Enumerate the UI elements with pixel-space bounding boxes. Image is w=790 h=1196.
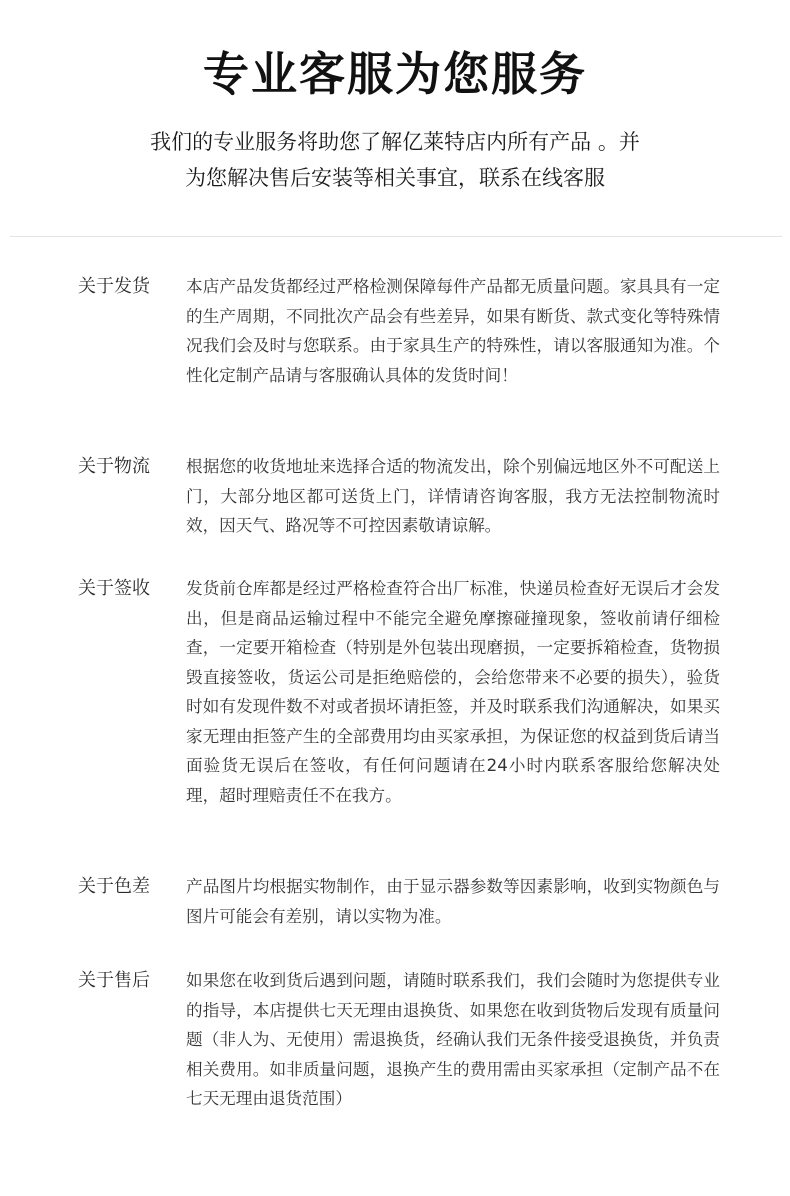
section-body: 本店产品发货都经过严格检测保障每件产品都无质量问题。家具具有一定的生产周期，不同批次产品会有些差异，如果有断货、款式变化等特殊情况我们会及时与您联系。由于家具生产的特殊性，请以客服通知为准。个性化定制产品请与客服确认具体的发货时间！ [186,277,720,385]
section-label: 关于签收 [78,578,150,599]
section-label: 关于物流 [78,456,150,477]
section-body: 根据您的收货地址来选择合适的物流发出，除个别偏远地区外不可配送上门，大部分地区都可送货上门，详情请咨询客服，我方无法控制物流时效，因天气、路况等不可控因素敬请谅解。 [186,457,720,535]
section-body: 产品图片均根据实物制作，由于显示器参数等因素影响，收到实物颜色与图片可能会有差别，请以实物为准。 [186,877,720,926]
page-title: 专业客服为您服务 [203,47,587,101]
section-body: 发货前仓库都是经过严格检查符合出厂标准，快递员检查好无误后才会发出，但是商品运输过程中不能完全避免摩擦碰撞现象，签收前请仔细检查，一定要开箱检查（特别是外包装出现磨损，一定要拆箱检查，货物损毁直接签收，货运公司是拒绝赔偿的，会给您带来不必要的损失），验货时如有发现件数不对或者损坏请拒签，并及时联系我们沟通解决，如果买家无理由拒签产生的全部费用均由买家承担，为保证您的权益到货后请当面验货无误后在签收，有任何问题请在24小时内联系客服给您解决处理，超时理赔责任不在我方。 [186,579,720,805]
section-label: 关于色差 [78,876,150,897]
section-body: 如果您在收到货后遇到问题，请随时联系我们，我们会随时为您提供专业的指导，本店提供七天无理由退换货、如果您在收到货物后发现有质量问题（非人为、无使用）需退换货，经确认我们无条件接受退换货，并负责相关费用。如非质量问题，退换产生的费用需由买家承担（定制产品不在七天无理由退货范围） [186,971,720,1108]
intro-line-2: 为您解决售后安装等相关事宜，联系在线客服 [185,166,605,190]
intro-text [0,124,790,196]
section-label: 关于发货 [78,276,150,297]
header-divider [10,236,782,237]
intro-line-1: 我们的专业服务将助您了解亿莱特店内所有产品 。并 [150,130,640,154]
section-label: 关于售后 [78,970,150,991]
